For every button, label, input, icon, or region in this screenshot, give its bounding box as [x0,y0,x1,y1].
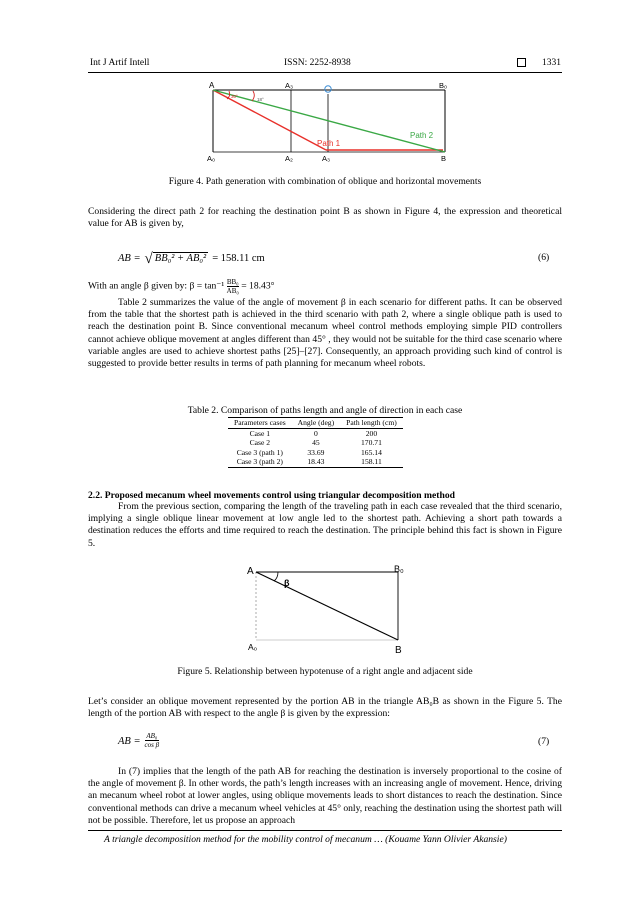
table-2 [228,417,403,468]
sqrt-sign-icon: √ [144,251,153,267]
equation-7 [118,731,159,749]
table-cell: 18.43 [307,457,325,467]
eq6-radicand: BB₀² + AB₀² [154,253,207,264]
equation-6 [118,248,265,268]
header-rule [88,72,562,73]
fig4-label-A0: A₀ [207,154,216,163]
table-cell: 33.69 [307,447,325,457]
paragraph-4: Let’s consider an oblique movement represented by the portion AB in the triangle AB₀B as shown in the Figure 5. The length of the portion AB with respect to the angle β is given by the expression: [88,696,562,720]
hypotenuse-line [256,572,398,640]
fig5-label-beta: β [284,578,290,588]
fig4-path2-label: Path 2 [410,131,434,140]
eq6-lhs: AB = [118,253,141,264]
table-cell: Case 3 (path 2) [236,457,283,467]
fig4-path1-label: Path 1 [317,139,341,148]
section-heading: 2.2. Proposed mecanum wheel movements control using triangular decomposition method [88,490,455,501]
fig5-label-B: B [395,645,402,654]
fig5-label-A0: A₀ [248,642,258,652]
eq7-num: AB₀ [146,731,158,740]
paragraph-1: Considering the direct path 2 for reaching the destination point B as shown in Figure 4, the expression and theoretical value for AB is given by, [88,206,562,230]
eq7-den: cos β [144,740,160,749]
eq7-lhs: AB = [118,736,141,747]
figure-5 [240,562,410,654]
table-cell: 158.11 [361,457,382,467]
fig4-label-A3: A₃ [322,154,331,163]
table-2-caption: Table 2. Comparison of paths length and angle of direction in each case [187,405,463,416]
footer-rule [88,830,562,831]
angle-suffix: = 18.43° [241,280,275,292]
table-cell: Case 2 [249,438,271,448]
table-row [228,448,403,458]
table-cell: 165.14 [361,447,382,457]
eq7-number: (7) [538,736,550,747]
paragraph-3: From the previous section, comparing the length of the traveling path in each case revealed that the third scenario, implying a single oblique linear movement at low angle led to the shortest path. Achieving a short path towards a destination reduces the efforts and time required to reach the destination. The principle behind this fact is shown in Figure 5. [88,501,562,549]
table-cell: Case 3 (path 1) [236,447,283,457]
table-cell: 0 [314,428,318,438]
table-cell: 200 [365,428,378,438]
eq6-number: (6) [538,252,550,263]
issn: ISSN: 2252-8938 [284,58,351,68]
fig4-label-B0: B₀ [439,81,448,90]
figure-4 [195,80,465,164]
table-header-cell: Angle (deg) [297,418,335,427]
fig5-label-B0: B₀ [394,564,404,574]
journal-name: Int J Artif Intell [90,58,150,68]
fig4-label-B: B [441,154,447,163]
page-number: 1331 [542,58,561,68]
table-cell: 170.71 [361,438,382,448]
fig4-angle-18: 18° [257,97,264,102]
table-row [228,457,403,467]
table-header-row [228,418,403,429]
angle-prefix: With an angle β given by: β = tan⁻¹ [88,280,225,292]
eq6-rhs: = 158.11 cm [212,253,265,264]
table-cell: Case 1 [249,428,271,438]
figure-4-caption: Figure 4. Path generation with combination of oblique and horizontal movements [168,176,482,187]
fig4-angle-30: 30° [231,94,238,99]
angle-den: AB₀ [226,287,239,295]
fig5-label-A: A [247,566,254,577]
table-header-cell: Path length (cm) [346,418,397,427]
angle-num: BB₀ [226,278,239,286]
fig4-label-A: A [209,81,215,90]
table-header-cell: Parameters cases [234,418,286,427]
table-row [228,428,403,438]
marker-circle [325,86,331,92]
paragraph-5: In (7) implies that the length of the path AB for reaching the destination is inversely proportional to the cosine of the angle of movement β. In other words, the path’s length increases with an increasing angle of movement. Hence, driving an mecanum wheel robot at lower angles, using oblique movements leads to short distances to reach the destination. Since conventional methods can drive a mecanum wheel vehicles at 45° only, reaching the destination using the shortest path will not be possible. Therefore, let us propose an approach [88,766,562,826]
fig4-label-A2: A₂ [285,154,293,163]
figure-5-caption: Figure 5. Relationship between hypotenuse of a right angle and adjacent side [177,666,473,677]
path1-line [213,90,326,150]
fig4-label-A3-top: A₃ [285,81,294,90]
table-cell: 45 [312,438,320,448]
footer-text: A triangle decomposition method for the mobility control of mecanum … (Kouame Yann Olivier Akansie) [104,834,507,845]
table-row [228,438,403,448]
paragraph-2: Table 2 summarizes the value of the angle of movement β in each scenario for different paths. It can be observed from the table that the shortest path is achieved in the third scenario with path 2, where a single oblique path is used to reach the destination point B. Since conventional mecanum wheel control methods employing simple PID controllers cannot achieve oblique movement at angles different than 45° , they would not be suitable for the third case scenario where variable angles are used to achieve shortest paths [25]–[27]. Consequently, an approach providing such kind of control is suggested to provide better results in terms of path planning for mecanum wheel robots. [88,297,562,370]
angle-line [88,278,274,295]
checkbox-icon [517,58,526,70]
